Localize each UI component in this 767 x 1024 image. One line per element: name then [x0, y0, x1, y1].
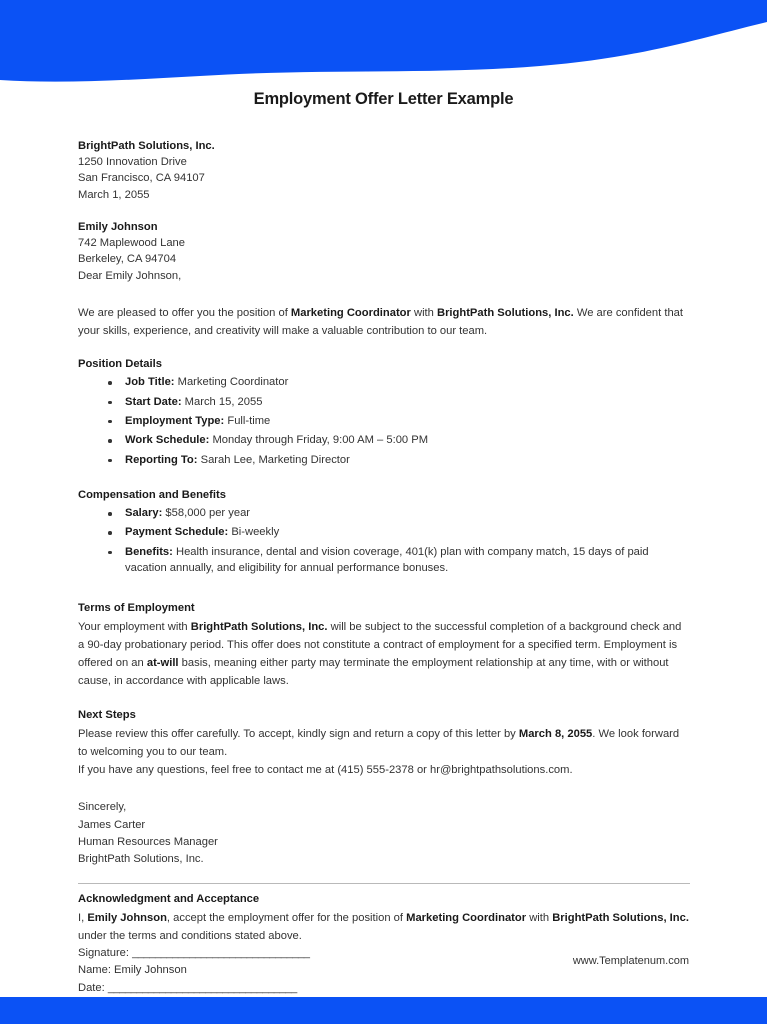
closing-name: James Carter [78, 818, 146, 831]
list-item [78, 374, 689, 391]
closing-sincerely: Sincerely, [78, 801, 127, 814]
ack-part1: I, [78, 911, 88, 924]
item-value: Full-time [224, 414, 271, 427]
acknowledgment-paragraph [78, 909, 689, 945]
sender-company: BrightPath Solutions, Inc. [78, 139, 215, 152]
letter-date: March 1, 2055 [78, 188, 150, 201]
item-label: Reporting To: [125, 453, 198, 466]
signature-fields [78, 945, 689, 997]
position-details-list [78, 374, 689, 468]
intro-part2: with [410, 306, 437, 319]
recipient-address-block [78, 219, 689, 284]
terms-part1: Your employment with [78, 620, 191, 633]
item-value: Marketing Coordinator [174, 376, 289, 389]
ack-part3: with [526, 911, 553, 924]
spacer [78, 471, 689, 487]
terms-company: BrightPath Solutions, Inc. [190, 620, 328, 633]
item-label: Start Date: [125, 395, 182, 408]
ack-job-title: Marketing Coordinator [406, 911, 527, 924]
item-label: Payment Schedule: [125, 526, 229, 539]
terms-part2: will be subject to the successful completion of a background check and a 90-day probationary period. This offer does not constitute a contract of employment for a specified term. Employment is offered on an [78, 620, 682, 670]
spacer [78, 284, 689, 304]
item-label: Job Title: [125, 376, 175, 389]
terms-heading: Terms of Employment [78, 601, 195, 614]
date-label: Date: [78, 981, 108, 994]
footer-blue-bar [0, 997, 767, 1024]
closing-block [78, 799, 689, 868]
spacer [78, 340, 689, 356]
terms-at-will: at-will [146, 657, 179, 670]
spacer [78, 779, 689, 799]
item-label: Benefits: [125, 545, 173, 558]
compensation-list [78, 505, 689, 577]
date-field-row[interactable] [78, 980, 689, 997]
ack-part2: , accept the employment offer for the position of [166, 911, 407, 924]
list-item [78, 413, 689, 430]
page-title: Employment Offer Letter Example [253, 90, 514, 108]
spacer [78, 203, 689, 219]
letter-body [0, 88, 767, 997]
item-value: $58,000 per year [162, 507, 251, 520]
item-label: Work Schedule: [125, 434, 210, 447]
next-steps-paragraph [78, 725, 689, 761]
item-value: March 15, 2055 [181, 395, 263, 408]
next-steps-part2: . We look forward to welcoming you to our team. [78, 727, 680, 758]
section-divider [78, 883, 690, 884]
next-steps-part1: Please review this offer carefully. To accept, kindly sign and return a copy of this letter by [78, 727, 519, 740]
list-item [78, 505, 689, 522]
sender-city-state-zip: San Francisco, CA 94107 [78, 172, 205, 185]
item-value: Health insurance, dental and vision coverage, 401(k) plan with company match, 15 days of paid vacation annually, and eligibility for annual performance bonuses. [125, 545, 649, 575]
terms-paragraph [78, 618, 689, 691]
closing-company: BrightPath Solutions, Inc. [78, 853, 204, 866]
sender-address-block [78, 138, 689, 203]
recipient-street: 742 Maplewood Lane [78, 237, 185, 250]
sender-street: 1250 Innovation Drive [78, 156, 187, 169]
ack-employee-name: Emily Johnson [87, 911, 167, 924]
list-item [78, 524, 689, 541]
wave-shape-icon [0, 0, 767, 90]
item-label: Employment Type: [125, 414, 225, 427]
recipient-city-state-zip: Berkeley, CA 94704 [78, 253, 177, 266]
compensation-heading: Compensation and Benefits [78, 488, 226, 501]
list-item [78, 544, 689, 578]
ack-part4: under the terms and conditions stated above. [78, 929, 302, 942]
item-label: Salary: [125, 507, 163, 520]
closing-job-title: Human Resources Manager [78, 835, 218, 848]
name-field-row: Name: Emily Johnson [78, 964, 187, 977]
header-wave-decoration [0, 0, 767, 90]
intro-part1: We are pleased to offer you the position of [78, 306, 291, 319]
contact-line: If you have any questions, feel free to contact me at (415) 555-2378 or hr@brightpathsolutions.com. [78, 764, 573, 777]
item-value: Bi-weekly [228, 526, 280, 539]
next-steps-heading: Next Steps [78, 708, 136, 721]
intro-paragraph [78, 304, 689, 340]
recipient-name: Emily Johnson [78, 220, 158, 233]
ack-company: BrightPath Solutions, Inc. [552, 911, 689, 924]
date-blank-rule[interactable]: _________________________________ [107, 981, 297, 994]
salutation: Dear Emily Johnson, [78, 269, 182, 282]
acknowledgment-heading: Acknowledgment and Acceptance [78, 892, 260, 905]
signature-blank-rule[interactable]: _______________________________ [132, 947, 310, 960]
list-item [78, 452, 689, 469]
spacer [78, 691, 689, 707]
item-value: Sarah Lee, Marketing Director [197, 453, 350, 466]
spacer [78, 580, 689, 600]
intro-company: BrightPath Solutions, Inc. [437, 306, 574, 319]
acceptance-deadline: March 8, 2055 [518, 727, 593, 740]
intro-job-title: Marketing Coordinator [290, 306, 411, 319]
footer-website: www.Templatenum.com [572, 955, 689, 967]
terms-part3: basis, meaning either party may terminate the employment relationship at any time, with or without cause, in accordance with applicable laws. [78, 657, 669, 688]
list-item [78, 432, 689, 449]
intro-part3: We are confident that your skills, experience, and creativity will make a valuable contribution to our team. [78, 306, 683, 337]
item-value: Monday through Friday, 9:00 AM – 5:00 PM [209, 434, 429, 447]
signature-label: Signature: [78, 947, 133, 960]
list-item [78, 394, 689, 411]
position-details-heading: Position Details [78, 358, 162, 371]
